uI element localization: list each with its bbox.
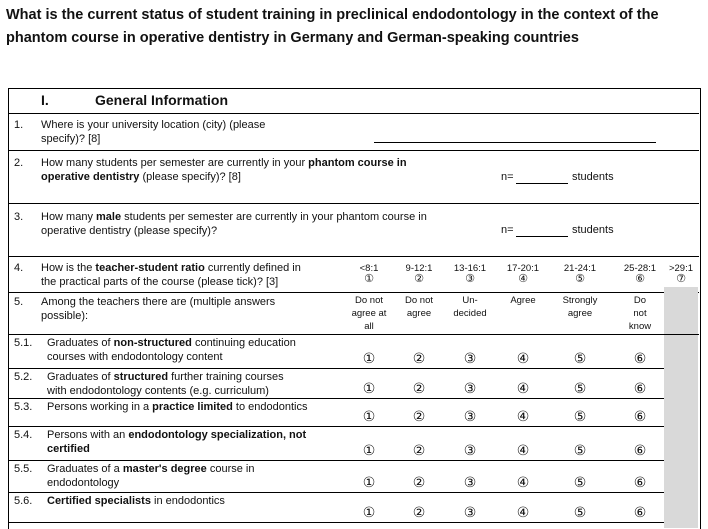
question-1 (8, 116, 699, 150)
scale-label (393, 294, 445, 320)
text-bold: phantom course in (308, 157, 407, 169)
question-4 (8, 259, 699, 289)
rating-option[interactable]: ② (412, 408, 426, 424)
question-number: 3. (14, 211, 24, 223)
city-answer-line[interactable] (374, 142, 656, 143)
scale-label-line: Do not (355, 295, 383, 306)
ratio-option-label: 9-12:1 (405, 263, 433, 274)
text-bold: master's degree (122, 463, 207, 475)
ratio-option-label: 21-24:1 (563, 263, 597, 274)
table-row (8, 426, 699, 460)
item-number: 5.3. (14, 401, 33, 413)
ratio-option[interactable] (501, 263, 545, 285)
text-bold: practice limited (152, 401, 233, 413)
question-text (41, 261, 301, 289)
text-part: operative dentistry (please specify)? (41, 225, 218, 237)
scale-label-line: all (364, 321, 374, 332)
question-number: 4. (14, 262, 24, 274)
unit-label: students (572, 171, 614, 183)
rating-option[interactable]: ④ (516, 442, 530, 458)
rating-option[interactable]: ② (412, 474, 426, 490)
rating-option[interactable]: ① (362, 380, 376, 396)
ratio-option[interactable] (558, 263, 602, 285)
rating-option[interactable]: ① (362, 442, 376, 458)
ratio-option[interactable] (618, 263, 662, 285)
page-title: What is the current status of student training in preclinical endodontology in the context of the phantom course in operative dentistry in Germany and German-speaking countries (6, 7, 659, 46)
table-row (8, 460, 699, 492)
divider (8, 113, 699, 114)
text-part: with endodontology contents (e.g. curriculum) (47, 385, 269, 397)
rating-option[interactable]: ④ (516, 380, 530, 396)
text-part: to endodontics (232, 401, 308, 413)
students-count-line[interactable] (516, 183, 568, 184)
rating-option[interactable]: ⑥ (633, 474, 647, 490)
n-label: n= (501, 224, 514, 236)
text-part: Persons with an (47, 429, 129, 441)
divider (8, 522, 664, 523)
item-text (47, 428, 306, 456)
rating-option[interactable]: ① (362, 474, 376, 490)
rating-option[interactable]: ② (412, 350, 426, 366)
text-bold: endodontology specialization, not (128, 429, 307, 441)
ratio-option-mark[interactable]: ⑥ (635, 273, 645, 285)
question-text (41, 156, 407, 184)
text-bold: structured (113, 371, 169, 383)
text-part: Graduates of (47, 337, 114, 349)
text-part: Graduates of a (47, 463, 123, 475)
scale-label-line: Do not (405, 295, 433, 306)
rating-option[interactable]: ① (362, 408, 376, 424)
question-text (41, 210, 427, 238)
divider (8, 203, 699, 204)
text-part: courses with endodontology content (47, 351, 223, 363)
rating-option[interactable]: ③ (463, 380, 477, 396)
rating-option[interactable]: ② (412, 380, 426, 396)
text-part: further training courses (168, 371, 284, 383)
rating-option[interactable]: ③ (463, 442, 477, 458)
item-number: 5.1. (14, 337, 33, 349)
ratio-option-label: 13-16:1 (453, 263, 487, 274)
scale-label (497, 294, 549, 307)
text-part: endodontology (47, 477, 120, 489)
rating-option[interactable]: ⑤ (573, 350, 587, 366)
text-part: possible): (41, 310, 89, 322)
question-text-line2: specify)? [8] (41, 133, 101, 145)
rating-option[interactable]: ⑤ (573, 504, 587, 520)
scale-label-line: know (628, 321, 652, 332)
text-part: How many (41, 211, 97, 223)
ratio-option[interactable] (659, 263, 703, 285)
item-number: 5.2. (14, 371, 33, 383)
scale-label-line: agree at (351, 308, 387, 319)
rating-option[interactable]: ① (362, 350, 376, 366)
text-part: certified (47, 443, 90, 455)
text-bold: Certified specialists (47, 495, 151, 507)
rating-option[interactable]: ⑥ (633, 442, 647, 458)
item-text (47, 400, 308, 414)
ratio-option[interactable] (347, 263, 391, 285)
text-bold: operative dentistry (41, 171, 140, 183)
question-text (41, 295, 275, 323)
text-part: students per semester are currently in your phantom course in (121, 211, 427, 223)
rating-option[interactable]: ② (412, 442, 426, 458)
item-number: 5.4. (14, 429, 33, 441)
text-part: the practical parts of the course (please tick)? [3] (41, 276, 279, 288)
text-part: course in (206, 463, 255, 475)
scale-label (614, 294, 666, 333)
text-part: continuing education (191, 337, 296, 349)
ratio-option[interactable] (397, 263, 441, 285)
scale-label-line: Do (633, 295, 647, 306)
text-part: How many students per semester are currently in your (41, 157, 309, 169)
rating-option[interactable]: ④ (516, 350, 530, 366)
item-text (47, 370, 284, 398)
divider (8, 292, 699, 293)
divider (8, 256, 699, 257)
section-number: I. (41, 92, 49, 108)
question-5 (8, 294, 699, 334)
rating-option[interactable]: ⑤ (573, 408, 587, 424)
item-text (47, 336, 296, 364)
question-number: 1. (14, 119, 24, 131)
ratio-option-mark[interactable]: ② (414, 273, 424, 285)
item-number: 5.6. (14, 495, 33, 507)
table-row (8, 492, 699, 522)
question-text (41, 118, 265, 146)
rating-option[interactable]: ③ (463, 408, 477, 424)
rating-option[interactable]: ⑥ (633, 350, 647, 366)
scale-label (554, 294, 606, 320)
section-header (8, 88, 699, 112)
scale-label-line: agree (567, 308, 593, 319)
rating-option[interactable]: ① (362, 504, 376, 520)
rating-option[interactable]: ⑥ (633, 408, 647, 424)
question-number: 5. (14, 296, 24, 308)
table-row (8, 398, 699, 426)
rating-option[interactable]: ⑥ (633, 504, 647, 520)
rating-option[interactable]: ③ (463, 474, 477, 490)
scale-label-line: decided (453, 308, 487, 319)
ratio-option-label: 25-28:1 (623, 263, 657, 274)
table-row (8, 334, 699, 368)
ratio-option-label: <8:1 (359, 263, 379, 274)
ratio-option-mark[interactable]: ① (364, 273, 374, 285)
item-text (47, 494, 225, 508)
n-label: n= (501, 171, 514, 183)
question-number: 2. (14, 157, 24, 169)
text-part: (please specify)? [8] (139, 171, 241, 183)
scale-label (444, 294, 496, 320)
ratio-option-label: >29:1 (668, 263, 694, 274)
ratio-option-mark[interactable]: ⑤ (575, 273, 585, 285)
text-part: in endodontics (150, 495, 225, 507)
scale-label-line: Strongly (562, 295, 598, 306)
rating-option[interactable]: ⑤ (573, 474, 587, 490)
male-students-count-line[interactable] (516, 236, 568, 237)
scale-label-line: Un- (462, 295, 478, 306)
text-part: Graduates of (47, 371, 114, 383)
ratio-option[interactable] (448, 263, 492, 285)
scale-label-line: agree (406, 308, 432, 319)
rating-option[interactable]: ④ (516, 474, 530, 490)
item-text (47, 462, 254, 490)
scale-label (343, 294, 395, 333)
divider (8, 150, 699, 151)
rating-option[interactable]: ⑥ (633, 380, 647, 396)
text-part: How is the (41, 262, 96, 274)
unit-label: students (572, 224, 614, 236)
question-3 (8, 206, 699, 254)
rating-option[interactable]: ④ (516, 504, 530, 520)
rating-option[interactable]: ③ (463, 504, 477, 520)
question-2 (8, 153, 699, 199)
rating-option[interactable]: ⑤ (573, 380, 587, 396)
ratio-option-label: 17-20:1 (506, 263, 540, 274)
text-part: Among the teachers there are (multiple answers (41, 296, 276, 308)
table-row (8, 368, 699, 398)
ratio-option-mark[interactable]: ⑦ (676, 273, 686, 285)
item-number: 5.5. (14, 463, 33, 475)
rating-option[interactable]: ⑤ (573, 442, 587, 458)
rating-option[interactable]: ④ (516, 408, 530, 424)
text-bold: teacher-student ratio (95, 262, 205, 274)
question-text-line1: Where is your university location (city) (please (41, 119, 266, 131)
text-bold: non-structured (113, 337, 192, 349)
ratio-option-mark[interactable]: ③ (465, 273, 475, 285)
text-bold: male (96, 211, 122, 223)
rating-option[interactable]: ③ (463, 350, 477, 366)
scale-label-line: not (633, 308, 647, 319)
text-part: currently defined in (204, 262, 301, 274)
section-label: General Information (95, 92, 229, 108)
text-part: Persons working in a (47, 401, 153, 413)
ratio-option-mark[interactable]: ④ (518, 273, 528, 285)
rating-option[interactable]: ② (412, 504, 426, 520)
scale-label-line: Agree (510, 295, 536, 306)
